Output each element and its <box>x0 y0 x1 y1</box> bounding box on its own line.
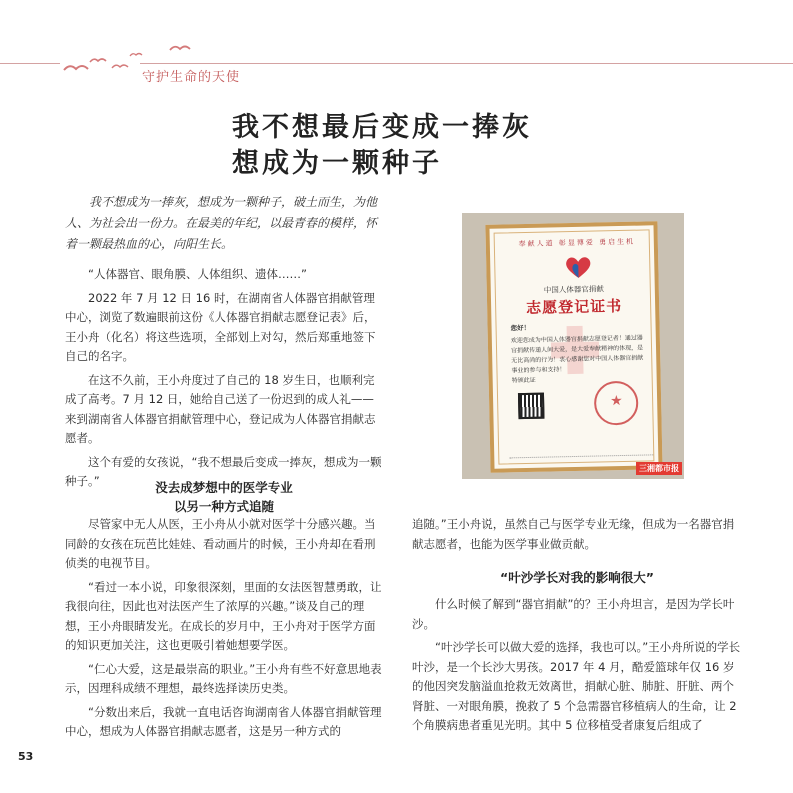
official-seal-icon <box>594 381 639 426</box>
page-number: 53 <box>18 750 34 763</box>
right-column-top <box>412 515 742 558</box>
title-line-2: 想成为一颗种子 <box>232 148 442 179</box>
paragraph: 什么时候了解到“器官捐献”的？王小舟坦言，是因为学长叶沙。 <box>412 597 735 631</box>
paragraph: “仁心大爱，这是最崇高的职业。”王小舟有些不好意思地表示，因理科成绩不理想，最终选择读历史类。 <box>65 661 382 695</box>
page-header <box>0 0 793 90</box>
title-line-1: 我不想最后变成一捧灰 <box>232 112 532 143</box>
article-title <box>232 110 572 182</box>
section-label: 守护生命的天使 <box>142 70 241 85</box>
header-rule <box>140 63 793 64</box>
certificate-body <box>511 334 644 387</box>
paragraph: 尽管家中无人从医，王小舟从小就对医学十分感兴趣。当同龄的女孩在玩芭比娃娃、看动画片的时候，王小舟却在看刑侦类的电视节目。 <box>65 517 376 570</box>
left-column-top <box>65 265 383 496</box>
paragraph: “看过一本小说，印象很深刻，里面的女法医智慧勇敢，让我很向往，因此也对法医产生了浓厚的兴趣。”谈及自己的理想，王小舟眼睛发光。在成长的岁月中，王小舟对于医学方面的知识更加关注，这也更吸引着她想要学医。 <box>65 579 382 652</box>
paragraph: 这个有爱的女孩说，“我不想最后变成一捧灰，想成为一颗种子。” <box>65 454 382 488</box>
paragraph: “人体器官、眼角膜、人体组织、遗体……” <box>88 267 307 281</box>
right-column-bottom <box>412 595 742 740</box>
paragraph: 在这不久前，王小舟度过了自己的 18 岁生日，也顺利完成了高考。7 月 12 日，她给自己送了一份迟到的成人礼——来到湖南省人体器官捐献管理中心，登记成为人体器官捐献志愿者。 <box>65 372 376 445</box>
left-column-bottom <box>65 515 383 746</box>
subheading-line-1: 没去成梦想中的医学专业 <box>155 480 293 495</box>
paragraph: 2022 年 7 月 12 日 16 时，在湖南省人体器官捐献管理中心，浏览了数遍眼前这份《人体器官捐献志愿登记表》后，王小舟（化名）将这些选项，全部划上对勾，然后郑重地签下自己的名字。 <box>65 290 376 363</box>
subheading-medical-dream <box>65 478 383 516</box>
certificate <box>485 221 662 473</box>
paragraph: “分数出来后，我就一直电话咨询湖南省人体器官捐献管理中心，想成为人体器官捐献志愿者，这是另一种方式的 <box>65 704 382 738</box>
certificate-organization: 中国人体器官捐献 <box>543 284 604 295</box>
certificate-photo <box>462 213 684 479</box>
certificate-closing: 特颁此证 <box>511 376 536 385</box>
qr-code-icon <box>518 393 545 420</box>
header-rule-left <box>0 63 60 64</box>
certificate-greeting: 您好！ <box>510 323 531 333</box>
article-intro: 我不想成为一捧灰，想成为一颗种子，破土而生，为他人、为社会出一份力。在最美的年纪，以最青春的模样，怀着一颗最热血的心，向阳生长。 <box>65 195 378 251</box>
paragraph: “叶沙学长可以做大爱的选择，我也可以。”王小舟所说的学长叶沙，是一个长沙大男孩。2017 年 4 月，酷爱篮球年仅 16 岁的他因突发脑溢血抢救无效离世，捐献心脏、肺脏、肝脏、两个肾脏、一对眼角膜，挽救了 5 个急需器官移植病人的生命，让 2 个角膜病患者重见光明。其中 5 位移植受者康复后组成了 <box>412 640 741 732</box>
certificate-name: 志愿登记证书 <box>525 296 623 317</box>
certificate-slogans: 奉献人道 彰显博爱 勇启生机 <box>518 237 636 249</box>
certificate-footer <box>509 454 653 460</box>
certificate-body-text: 欢迎您成为中国人体器官捐献志愿登记者！通过器官捐献传递人间大爱，是大爱奉献精神的体现，是无比高尚的行为！衷心感谢您对中国人体器官捐献事业的参与和支持！ <box>510 334 644 375</box>
subheading-ye-sha: “叶沙学长对我的影响很大” <box>500 570 654 585</box>
subheading-line-2: 以另一种方式追随 <box>173 499 274 514</box>
heart-logo-icon <box>563 254 594 281</box>
newspaper-watermark: 三湘都市报 <box>636 462 682 475</box>
paragraph: 追随。”王小舟说，虽然自己与医学专业无缘，但成为一名器官捐献志愿者，也能为医学事业做贡献。 <box>412 517 735 551</box>
certificate-frame <box>494 229 655 464</box>
